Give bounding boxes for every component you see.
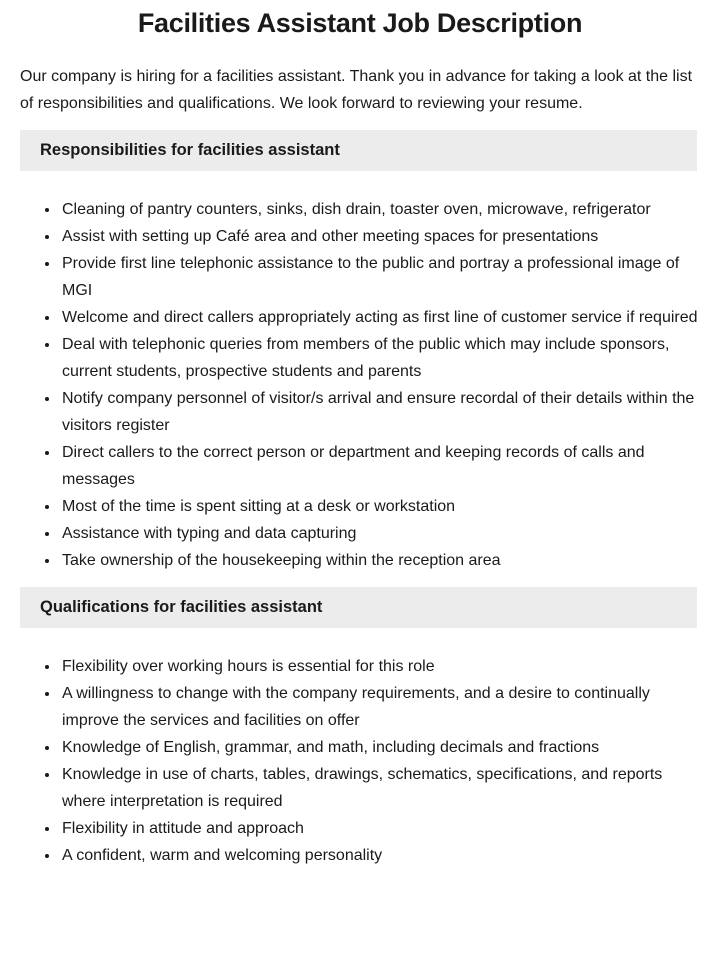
qualifications-list [20,653,700,869]
list-item: • Provide first line telephonic assistance to the public and portray a professional image of MGI [60,250,700,304]
responsibilities-list [20,196,700,574]
qualifications-heading: Qualifications for facilities assistant [40,598,323,616]
list-item: • Notify company personnel of visitor/s arrival and ensure recordal of their details within the visitors register [60,385,700,439]
page-title: Facilities Assistant Job Description [137,8,583,38]
list-item: • Deal with telephonic queries from members of the public which may include sponsors, current students, prospective students and parents [60,331,700,385]
list-item: • A confident, warm and welcoming personality [60,842,700,869]
list-item: • Assist with setting up Café area and other meeting spaces for presentations [60,223,700,250]
list-item: • Knowledge of English, grammar, and math, including decimals and fractions [60,734,700,761]
list-item: • Most of the time is spent sitting at a desk or workstation [60,493,700,520]
list-item: • Welcome and direct callers appropriately acting as first line of customer service if required [60,304,700,331]
responsibilities-heading: Responsibilities for facilities assistant [40,141,340,159]
list-item: • Assistance with typing and data capturing [60,520,700,547]
list-item: • Cleaning of pantry counters, sinks, dish drain, toaster oven, microwave, refrigerator [60,196,700,223]
list-item: • A willingness to change with the company requirements, and a desire to continually improve the services and facilities on offer [60,680,700,734]
list-item: • Direct callers to the correct person or department and keeping records of calls and messages [60,439,700,493]
qualifications-section-bar [20,587,697,628]
intro-paragraph: Our company is hiring for a facilities assistant. Thank you in advance for taking a look at the list of responsibilities and qualifications. We look forward to reviewing your resume. [20,68,693,112]
list-item: • Take ownership of the housekeeping within the reception area [60,547,700,574]
list-item: • Knowledge in use of charts, tables, drawings, schematics, specifications, and reports where interpretation is required [60,761,700,815]
list-item: • Flexibility in attitude and approach [60,815,700,842]
responsibilities-section-bar [20,130,697,171]
list-item: • Flexibility over working hours is essential for this role [60,653,700,680]
